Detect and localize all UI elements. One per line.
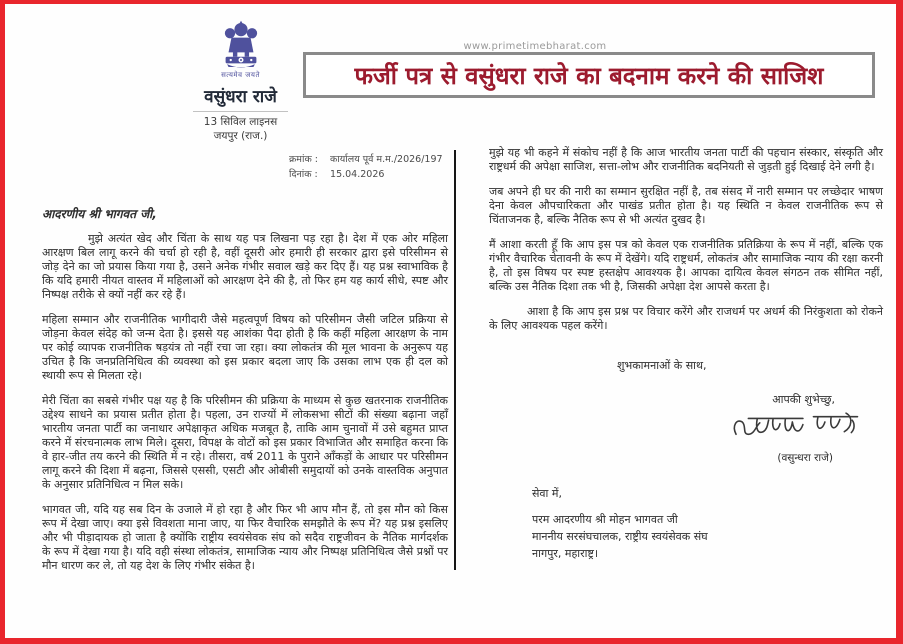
reference-number-value: कार्यालय पूर्व म.म./2026/197 (330, 154, 443, 165)
handwritten-signature (489, 411, 861, 451)
paragraph: मेरी चिंता का सबसे गंभीर पक्ष यह है कि परिसीमन की प्रक्रिया के माध्यम से कुछ खतरनाक राजनीतिक उद्देश्य साधने का प्रयास प्रतीत होता है। पहला, उन राज्यों में लोकसभा सीटों की संख्या बढ़ाना जहाँ भारतीय जनता पार्टी का जनाधार अपेक्षाकृत अधिक मजबूत है, ताकि आम चुनावों में उसे बहुमत प्राप्त करने में संरचनात्मक लाभ मिले। दूसरा, विपक्ष के वोटों को इस प्रकार विभाजित और समाहित करना कि वे हार-जीत तय करने की स्थिति में न रहे। तीसरा, वर्ष 2011 के पुराने आँकड़ों के आधार पर परिसीमन लागू करने की दिशा में बढ़ना, जिससे एससी, एसटी और ओबीसी समुदायों को उनके वास्तविक अनुपात के अनुसार प्रतिनिधित्व न मिल सके। (42, 394, 449, 491)
reference-date (289, 167, 443, 182)
paragraph: महिला सम्मान और राजनीतिक भागीदारी जैसे महत्वपूर्ण विषय को परिसीमन जैसी जटिल प्रक्रिया से जोड़ना केवल संदेह को जन्म देता है। इससे यह आशंका पैदा होती है कि कहीं महिला आरक्षण के नाम पर कोई व्यापक राजनीतिक षड़यंत्र तो नहीं रचा जा रहा। क्या लोकतंत्र की मूल भावना के अनुरूप यह उचित है कि जनप्रतिनिधित्व की व्यवस्था को इस प्रकार बदला जाए कि उसका लाभ एक ही दल को स्थायी रूप से मिलता रहे। (42, 313, 448, 382)
paragraph: मुझे अत्यंत खेद और चिंता के साथ यह पत्र लिखना पड़ रहा है। देश में एक ओर महिला आरक्षण बिल लागू करने की चर्चा हो रही है, वहीं दूसरी ओर हमारी ही सरकार द्वारा इसे परिसीमन से जोड़ देने का जो प्रयास किया गया है, उसने अनेक गंभीर सवाल खड़े कर दिए हैं। यह प्रश्न स्वाभाविक है कि यदि हमारी नीयत वास्तव में महिलाओं को आरक्षण देने की है, तो फिर हम यह कार्य सीधे, स्पष्ट और निष्पक्ष तरीके से क्यों नहीं कर रहे हैं। (42, 232, 448, 301)
reference-date-label: दिनांक : (289, 169, 318, 181)
addressee-line: माननीय सरसंघचालक, राष्ट्रीय स्वयंसेवक संघ (532, 530, 708, 544)
left-column (42, 207, 448, 584)
addressee-label: सेवा में, (532, 487, 562, 500)
paragraph: मुझे यह भी कहने में संकोच नहीं है कि आज भारतीय जनता पार्टी की पहचान संस्कार, संस्कृति और राष्ट्रधर्म की अपेक्षा साजिश, सत्ता-लोभ और राजनीतिक बदनियती से जुड़ती हुई दिखाई देने लगी है। (489, 146, 883, 173)
letterhead-address-line1: 13 सिविल लाइनस (203, 116, 278, 128)
reference-date-value: 15.04.2026 (330, 169, 385, 181)
column-divider (454, 150, 456, 570)
headline-text: फर्जी पत्र से वसुंधरा राजे का बदनाम करने की साजिश (354, 61, 824, 90)
ashoka-emblem-icon (219, 20, 263, 70)
letterhead-rule (193, 111, 288, 112)
addressee-block (532, 511, 883, 562)
paragraph: जब अपने ही घर की नारी का सम्मान सुरक्षित नहीं है, तब संसद में नारी सम्मान पर लच्छेदार भाषण देना केवल औपचारिकता और पाखंड प्रतीत होता है। यह स्थिति न केवल राजनीतिक रूप से चिंताजनक है, बल्कि नैतिक रूप से भी अत्यंत दुखद है। (489, 185, 883, 226)
letterhead-address-line2: जयपुर (राज.) (213, 130, 268, 143)
headline-banner (303, 52, 875, 98)
paragraph: भागवत जी, यदि यह सब दिन के उजाले में हो रहा है और फिर भी आप मौन हैं, तो इस मौन को किस रूप में देखा जाए। क्या इसे विवशता माना जाए, या फिर वैचारिक समझौते के रूप में? यह प्रश्न इसलिए और भी पीड़ादायक हो जाता है क्योंकि राष्ट्रीय स्वयंसेवक संघ को सदैव राष्ट्रजीवन के नैतिक मार्गदर्शक के रूप में देखा गया है। यदि वही संस्था लोकतंत्र, सामाजिक न्याय और निष्पक्ष प्रतिनिधित्व जैसे प्रश्नों पर मौन धारण कर ले, तो यह देश के लिए गंभीर संकेत है। (42, 503, 448, 572)
paragraph: मैं आशा करती हूँ कि आप इस पत्र को केवल एक राजनीतिक प्रतिक्रिया के रूप में नहीं, बल्कि एक गंभीर वैचारिक चेतावनी के रूप में देखेंगे। यदि राष्ट्रधर्म, लोकतंत्र और सामाजिक न्याय की रक्षा करनी है, तो इस विषय पर स्पष्ट हस्तक्षेप आवश्यक है। आपका दायित्व केवल संगठन तक सीमित नहीं, बल्कि उस नैतिक दिशा तक भी है, जिसकी अपेक्षा देश आपसे करता है। (489, 238, 883, 293)
letterhead-name: वसुंधरा राजे (204, 87, 277, 107)
reference-number-label: क्रमांक : (289, 154, 318, 165)
salutation: आदरणीय श्री भागवत जी, (42, 207, 157, 221)
letterhead (183, 20, 298, 143)
addressee-line: परम आदरणीय श्री मोहन भागवत जी (532, 513, 678, 526)
closing-line: शुभकामनाओं के साथ, (617, 359, 707, 372)
right-column (489, 146, 883, 562)
signature-icon (729, 411, 861, 447)
signoff-line: आपकी शुभेच्छु, (772, 393, 835, 406)
reference-block (289, 152, 443, 182)
paragraph: आशा है कि आप इस प्रश्न पर विचार करेंगे और राजधर्म पर अधर्म की निरंकुशता को रोकने के लिए आवश्यक पहल करेंगे। (489, 305, 883, 332)
watermark: www.primetimebharat.com (463, 41, 607, 52)
addressee-line: नागपुर, महाराष्ट्र। (532, 547, 599, 561)
emblem-motto: सत्यमेव जयते (221, 71, 260, 79)
reference-number (289, 152, 443, 167)
signature-name: (वसुन्धरा राजे) (777, 452, 833, 464)
